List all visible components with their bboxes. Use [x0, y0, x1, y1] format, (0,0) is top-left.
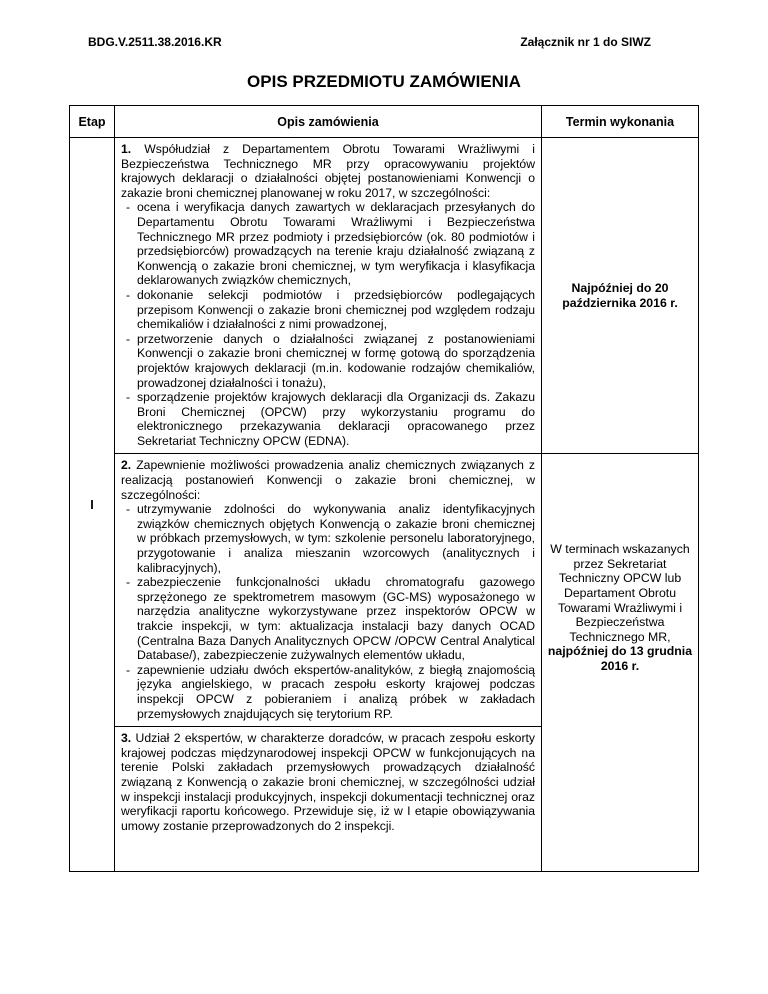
list-item: - przetworzenie danych o działalności związanej z postanowieniami Konwencji o zakazie broni chemicznej w formę gotową do sporządzenia projektów krajowych deklaracji (m.in. kodowanie rodzajów chemikaliów, prowadzonej działalności i tonażu),: [126, 332, 535, 390]
list-item: - sporządzenie projektów krajowych deklaracji dla Organizacji ds. Zakazu Broni Chemicznej (OPCW) przy wykorzystaniu programu do elektronicznego przekazywania deklaracji opracowanego przez Sekretariat Techniczny OPCW (EDNA).: [126, 390, 535, 448]
document-title: OPIS PRZEDMIOTU ZAMÓWIENIA: [247, 72, 521, 91]
header-termin: Termin wykonania: [542, 106, 699, 138]
document-reference: BDG.V.2511.38.2016.KR: [88, 35, 222, 49]
item-number: 3.: [121, 731, 132, 746]
bullet-list: [121, 200, 535, 448]
item-2: [115, 454, 542, 727]
header-etap: Etap: [70, 106, 115, 138]
item-1: [115, 138, 542, 454]
table-header-row: [70, 106, 699, 138]
header-opis: Opis zamówienia: [115, 106, 542, 138]
term-cell-2: [542, 454, 699, 872]
list-item: - dokonanie selekcji podmiotów i przedsiębiorców podlegających przepisom Konwencji o zakazie broni chemicznej pod względem rodzaju chemikaliów i działalności z nimi prowadzonej,: [126, 288, 535, 332]
term-deadline-2: najpóźniej do 13 grudnia 2016 r.: [547, 644, 693, 673]
order-description-table: [69, 105, 699, 872]
term-cell-1: [542, 138, 699, 454]
table-row: [70, 138, 699, 454]
list-item: - utrzymywanie zdolności do wykonywania analiz identyfikacyjnych związków chemicznych objętych Konwencją o zakazie broni chemicznej w próbkach przemysłowych, w tym: szkolenie personelu laboratoryjnego, przygotowanie i analiza mieszanin wzorcowych (analitycznych i kalibracyjnych),: [126, 502, 535, 575]
list-item: - zapewnienie udziału dwóch ekspertów-analityków, z biegłą znajomością języka angielskiego, w pracach zespołu eskorty krajowej podczas inspekcji OPCW z pobieraniem i analizą próbek w zakładach przemysłowych znajdujących się terytorium RP.: [126, 663, 535, 721]
term-description-2: W terminach wskazanych przez Sekretariat Techniczny OPCW lub Departament Obrotu Towarami Wrażliwymi i Bezpieczeństwa Technicznego MR,: [550, 542, 690, 644]
item-number: 2.: [121, 458, 132, 473]
term-deadline-1: Najpóźniej do 20 października 2016 r.: [562, 281, 678, 310]
item-intro: Współudział z Departamentem Obrotu Towarami Wrażliwymi i Bezpieczeństwa Technicznego MR przy opracowywaniu projektów krajowych deklaracji o działalności objętej postanowieniami Konwencji o zakazie broni chemicznej planowanej w roku 2017, w szczególności:: [121, 142, 535, 200]
item-intro: Udział 2 ekspertów, w charakterze doradców, w pracach zespołu eskorty krajowej podczas międzynarodowej inspekcji OPCW w funkcjonujących na terenie Polski zakładach przemysłowych prowadzących działalność związaną z Konwencją o zakazie broni chemicznej, w szczególności udział w inspekcji instalacji produkcyjnych, inspekcji dokumentacji technicznej oraz weryfikacji raportu końcowego. Przewiduje się, iż w I etapie obowiązywania umowy zostanie przeprowadzonych do 2 inspekcji.: [121, 731, 535, 833]
list-item: - zabezpieczenie funkcjonalności układu chromatografu gazowego sprzężonego ze spektrometrem masowym (GC-MS) wyposażonego w narzędzia analityczne wykorzystywane przez inspektorów OPCW w trakcie inspekcji, w tym: aktualizacja instalacji bazy danych OCAD (Centralna Baza Danych Analitycznych OPCW /OPCW Central Analytical Database/), zabezpieczenie zużywalnych elementów układu,: [126, 575, 535, 663]
item-number: 1.: [121, 142, 132, 156]
item-3: [115, 727, 542, 872]
item-intro: Zapewnienie możliwości prowadzenia analiz chemicznych związanych z realizacją postanowień Konwencji o zakazie broni chemicznej, w szczególności:: [121, 458, 535, 502]
etap-cell: I: [70, 138, 115, 872]
bullet-list: [121, 502, 535, 721]
attachment-label: Załącznik nr 1 do SIWZ: [520, 35, 651, 49]
list-item: - ocena i weryfikacja danych zawartych w deklaracjach przesyłanych do Departamentu Obrotu Towarami Wrażliwymi i Bezpieczeństwa Technicznego MR przez podmioty i przedsiębiorców (ok. 80 podmiotów i przedsiębiorców) prowadzących na terenie kraju działalność związaną z Konwencją o zakazie broni chemicznej, w tym weryfikacja i klasyfikacja deklarowanych związków chemicznych,: [126, 200, 535, 288]
table-row: [70, 454, 699, 727]
